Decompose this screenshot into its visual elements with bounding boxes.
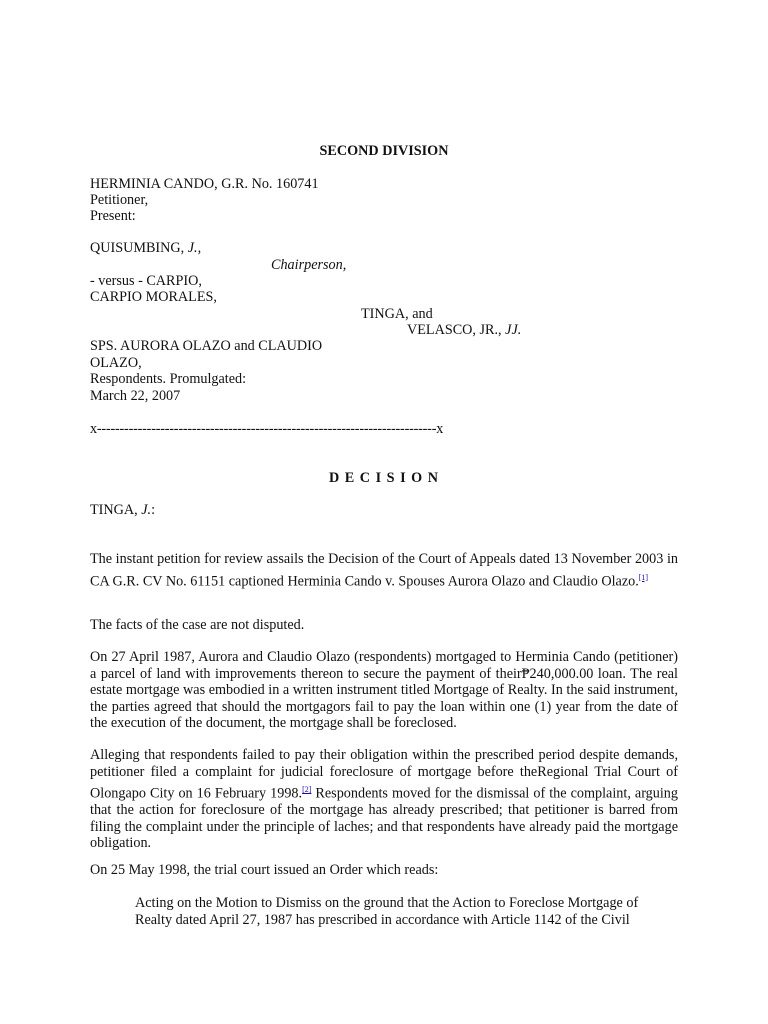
justice-quisumbing-suffix: J., [187, 240, 202, 256]
justice-velasco [407, 322, 521, 338]
paragraph-3: On 27 April 1987, Aurora and Claudio Olazo (respondents) mortgaged to Herminia Cando (petitioner) a parcel of land with improvements thereon to secure the payment of their₱240,000.00 loan. The real estate mortgage was embodied in a written instrument titled Mortgage of Realty. In the said instrument, the parties agreed that should the mortgagors fail to pay the loan within one (1) year from the date of the execution of the document, the mortgage shall be foreclosed. [90, 649, 678, 731]
footnote-1-link[interactable]: [1] [638, 572, 649, 582]
justice-quisumbing [90, 240, 201, 256]
paragraph-5: On 25 May 1998, the trial court issued an Order which reads: [90, 862, 439, 878]
chairperson-label [271, 257, 346, 273]
respondents-label: Respondents. Promulgated: [90, 371, 247, 387]
footnote-2-link[interactable]: [2] [302, 785, 312, 794]
justice-tinga: TINGA, and [361, 306, 433, 322]
caption-petitioner-label: Petitioner, [90, 192, 149, 208]
ponente-suffix: J. [141, 502, 152, 518]
decision-title: D E C I S I O N [329, 470, 439, 486]
quoted-order: Acting on the Motion to Dismiss on the ground that the Action to Foreclose Mortgage of Realty dated April 27, 1987 has prescribed in accordance with Article 1142 of the Civil [135, 895, 639, 928]
ponente-name: TINGA, [90, 502, 142, 518]
justice-quisumbing-name: QUISUMBING, [90, 240, 188, 256]
justice-velasco-name: VELASCO, JR., [407, 322, 506, 338]
justice-carpio-morales: CARPIO MORALES, [90, 289, 217, 305]
paragraph-4-text-a: Alleging that respondents failed to pay their obligation within the prescribed period despite demands, petitioner filed a complaint for judicial foreclosure of mortgage before theRegional Trial Court of Olongapo City on 16 February 1998. [90, 747, 678, 802]
caption-separator: x---------------------------------------------------------------------------x [90, 421, 444, 437]
chairperson-text: Chairperson, [271, 257, 347, 273]
respondents-line2: OLAZO, [90, 355, 142, 371]
versus-line: - versus - CARPIO, [90, 273, 202, 289]
promulgation-date: March 22, 2007 [90, 388, 181, 404]
paragraph-4-text-b: Respondents moved for the dismissal of the complaint, arguing that the action for foreclosure of the mortgage has already prescribed; that petitioner is barred from filing the complaint under the principle of laches; and that respondents have already paid the mortgage obligation. [90, 785, 678, 852]
paragraph-4 [90, 747, 678, 852]
paragraph-1-text: The instant petition for review assails the Decision of the Court of Appeals dated 13 November 2003 in CA G.R. CV No. 61151 captioned Herminia Cando v. Spouses Aurora Olazo and Claudio Olazo. [90, 551, 678, 590]
caption-petitioner-line: HERMINIA CANDO, G.R. No. 160741 [90, 176, 319, 192]
division-heading: SECOND DIVISION [319, 143, 449, 159]
respondents-line1: SPS. AURORA OLAZO and CLAUDIO [90, 338, 323, 354]
paragraph-2: The facts of the case are not disputed. [90, 617, 305, 633]
paragraph-1 [90, 551, 678, 590]
ponente-colon: : [151, 502, 156, 518]
caption-present-label: Present: [90, 208, 136, 224]
justice-velasco-suffix: JJ. [505, 322, 522, 338]
ponente [90, 502, 155, 518]
